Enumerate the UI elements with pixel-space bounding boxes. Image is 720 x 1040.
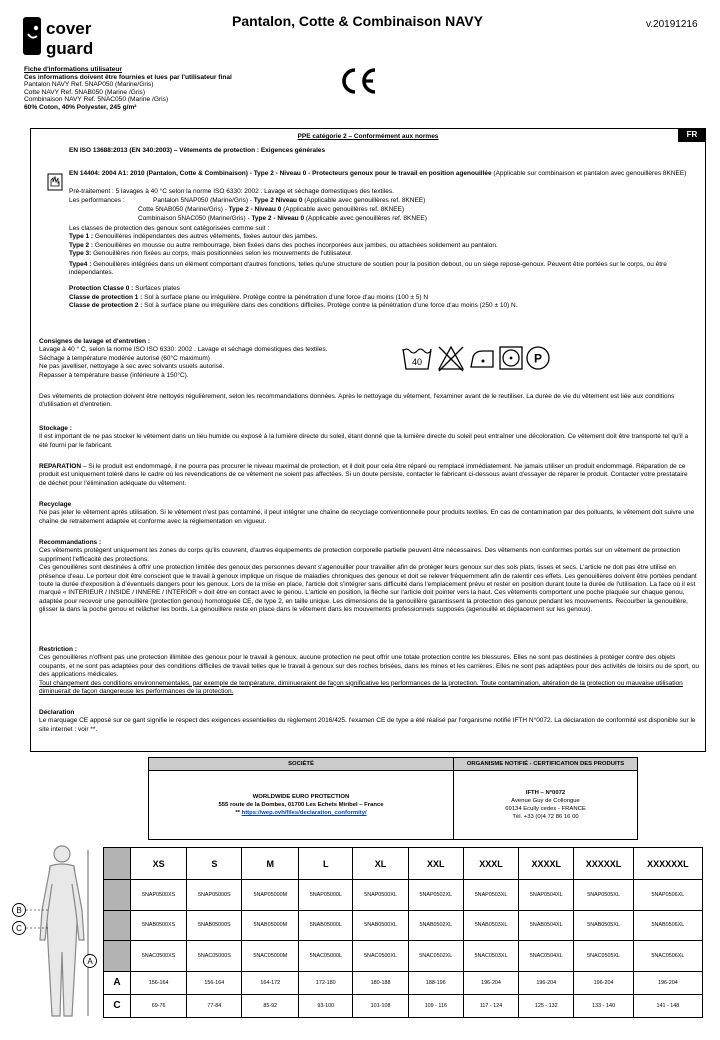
svg-text:cover: cover	[46, 19, 92, 38]
measure-cell: 188-196	[408, 971, 463, 994]
protection-class-0: Protection Classe 0 : Surfaces plates	[69, 285, 180, 293]
user-info-block	[24, 66, 284, 112]
notified-body-cell: IFTH – N°0072 Avenue Guy de Collongue 69134 Ecully cedex - FRANCE Tél. +33 (0)4 72 86 16 00	[454, 771, 638, 840]
ref-cell: 5NAC0500XL	[353, 941, 408, 972]
measure-cell: 196-204	[463, 971, 518, 994]
svg-text:40: 40	[411, 357, 423, 367]
measure-cell: 109 - 116	[408, 994, 463, 1017]
measure-cell: 85-92	[242, 994, 299, 1017]
knee-type-1: Type 1 : Genouillères indépendantes des autres vêtements, fixées autour des jambes.	[69, 233, 318, 241]
measure-cell: 141 - 148	[633, 994, 702, 1017]
ref-cell: 5NAP0500XL	[353, 880, 408, 911]
svg-text:guard: guard	[46, 39, 94, 58]
measure-cell: 101-108	[353, 994, 408, 1017]
size-cell: M	[242, 848, 299, 880]
measure-cell: 133 - 140	[574, 994, 633, 1017]
en340-standard: EN ISO 13688:2013 (EN 340:2003) – Vêtements de protection : Exigences générales	[69, 147, 326, 154]
care-symbols	[401, 343, 553, 373]
no-bleach-icon	[439, 347, 463, 371]
measure-cell: 93-100	[299, 994, 353, 1017]
ref-cell: 5NAC0504XL	[519, 941, 574, 972]
company-cell: WORLDWIDE EURO PROTECTION 555 route de la Dombes, 01700 Les Echets Miribel – France ** https://wep.ovh/files/declaration_conformity/	[149, 771, 454, 840]
ref-cell: 5NAB0502XL	[408, 910, 463, 941]
ref-cell: 5NAC0500XS	[131, 941, 187, 972]
ref-cell: 5NAC0502XL	[408, 941, 463, 972]
fiche-line: Combinaison NAVY Ref. 5NAC050 (Marine /Gris)	[24, 96, 169, 104]
measure-row-a	[104, 971, 703, 994]
ref-cell: 5NAP0502XL	[408, 880, 463, 911]
fiche-subtitle: Ces informations doivent être fournies et lues par l'utilisateur final	[24, 73, 232, 81]
company-header: SOCIÉTÉ	[149, 758, 454, 771]
size-cell: XXXL	[463, 848, 518, 880]
perf-line: Cotte 5NAB050 (Marine/Gris) - Type 2 - Niveau 0 (Applicable avec genouillères ref. 8KNEE)	[138, 206, 405, 213]
knee-type-2: Type 2 : Genouillères en mousse ou autre rembourrage, bien fixées dans des poches incorporées aux jambes, ou attachées solidement au pantalon.	[69, 241, 498, 249]
declaration-link[interactable]: https://wep.ovh/files/declaration_conformity/	[241, 810, 367, 816]
measure-cell: 69-76	[131, 994, 187, 1017]
ref-cell: 5NAC0505XL	[574, 941, 633, 972]
recommendations-block: Recommandations : Ces vêtements protègent uniquement les zones du corps qu'ils couvrent, d'autres équipements de protection corporelle partielle peuvent être nécessaires. Des vêtements non conformes portés sur un vêtement de protection suppriment l'efficacité des protections. Ces genouillères sont destinées à offrir une protection limitée des genoux des personnes devant s'agenouiller pour travailler afin de protéger leurs genoux sur des sols plats, lisses et secs. L'article ne doit pas être utilisé en présence d'eau. Le porteur doit être conscient que le travail à genoux implique un risque de maladies chroniques des genoux et doit se relever fréquemment afin de ralentir ces effets. Les genouillères doivent être portées pendant toute la durée d'exposition à d'éventuels dangers pour les genoux. Lors de la mise en place, l'article doit s'intégrer sans difficulté dans l'emplacement prévu et rester en position durant toute la durée de l'utilisation. La face où il est marqué « INTERIEUR / INSIDE / INNERE / INTERIOR » doit être en contact avec le genou. L'article en position, la flèche sur l'article doit pointer vers la haut. Ces vêtements comportent une poche plaquée sur chaque genou, adaptée pour recevoir une genouillère (protection genou) homologuée CE, de type 2, en taille unique. Les dimensions de la genouillère garantissent la protection des genoux pendant les mouvements. Recourber la genouillère, glisser la dans la poche genou et relâcher les bords. La genouillère reste en place dans le vêtement dans les mouvements professionnels supposés (agenouillé et déplacement sur les genoux).	[39, 539, 697, 614]
svg-text:P: P	[533, 351, 543, 366]
ref-cell: 5NAC0503XL	[463, 941, 518, 972]
ref-cell: 5NAB0503XL	[463, 910, 518, 941]
ref-cell: 5NAP0500XS	[131, 880, 187, 911]
ref-cell: 5NAB0504XL	[519, 910, 574, 941]
fiche-composition: 60% Coton, 40% Polyester, 245 g/m²	[24, 103, 137, 111]
ref-cell: 5NAC05000L	[299, 941, 353, 972]
recycling-block: Recyclage Ne pas jeter le vêtement après utilisation. Si le vêtement n'est pas contaminé, il peut intégrer une chaîne de recyclage conventionnelle pour produits textiles. En cas de contamination par des polluants, le vêtement doit suivre une chaîne de retraitement adaptée et conforme avec la réglementation en vigueur.	[39, 501, 695, 525]
ref-row-cotte	[104, 910, 703, 941]
ref-cell: 5NAB0506XL	[633, 910, 702, 941]
ref-cell: 5NAC05000S	[187, 941, 242, 972]
declaration-block: Déclaration Le marquage CE apposé sur ce gant signifie le respect des exigences essentielles du règlement 2016/425. l'examen CE de type a été réalisé par l'organisme notifié IFTH N°0072. La déclaration de conformité est disponible sur le site internet : voir **.	[39, 709, 696, 733]
measure-cell: 156-164	[131, 971, 187, 994]
ref-cell: 5NAB0500XL	[353, 910, 408, 941]
perf-line: Pantalon 5NAP050 (Marine/Gris) - Type 2 Niveau 0 (Applicable avec genouillères ref. 8KNEE)	[153, 197, 426, 204]
document-title: Pantalon, Cotte & Combinaison NAVY	[232, 13, 483, 29]
measure-cell: 156-164	[187, 971, 242, 994]
figure-label-a: A	[87, 957, 93, 966]
performances-label: Les performances :	[69, 197, 125, 204]
storage-block: Stockage : Il est important de ne pas stocker le vêtement dans un lieu humide ou exposé à la lumière directe du soleil, étant donné que la lumière directe du soleil peut entraîner une décoloration. Ce vêtement doit être transporté tel qu'il a été fourni par le fabricant.	[39, 425, 689, 449]
fiche-title: Fiche d'informations utilisateur	[24, 66, 122, 73]
language-badge: FR	[678, 128, 706, 142]
knee-type-3: Type 3: Genouillères non fixées au corps, mais positionnées selon les mouvements de l'utilisateur.	[69, 250, 353, 258]
size-cell: XXXXXXL	[633, 848, 702, 880]
cleaning-text: Des vêtements de protection doivent être nettoyés régulièrement, selon les recommandations données. Après le nettoyage du vêtement, l'examiner avant de le reutiliser. La durée de vie du vêtement est liée aux conditions d'utilisation et d'entretien.	[39, 393, 675, 409]
ref-cell: 5NAP0503XL	[463, 880, 518, 911]
wash-40-icon	[403, 349, 431, 369]
figure-label-c: C	[16, 924, 22, 933]
measure-cell: 196-204	[633, 971, 702, 994]
tumble-dry-icon	[500, 347, 522, 369]
size-cell: XS	[131, 848, 187, 880]
size-cell: XL	[353, 848, 408, 880]
ref-cell: 5NAB05000S	[187, 910, 242, 941]
size-header-row	[104, 848, 703, 880]
ref-cell: 5NAB0505XL	[574, 910, 633, 941]
body-measurement-figure	[10, 840, 106, 1030]
ref-cell: 5NAP05000S	[187, 880, 242, 911]
size-cell: XXXXXL	[574, 848, 633, 880]
measure-label: C	[104, 994, 131, 1017]
ref-cell: 5NAP05000M	[242, 880, 299, 911]
fiche-line: Cotte NAVY Ref. 5NAB050 (Marine /Gris)	[24, 88, 146, 96]
repair-block: REPARATION – Si le produit est endommagé, il ne pourra pas procurer le niveau maximal de protection, et il doit pour cela être réparé ou remplacé immédiatement. Ne jamais utiliser un produit endommagé. Réparation de ce produit est uniquement toléré dans le cadre où les revendications de ce vêtement ne soient pas affectées. Si un doute persiste, contacter le fabricant ci-dessous avant d'essayer de réparer le produit. Contacter votre prestataire de déchet pour l'élimination adéquate du vêtement.	[39, 463, 688, 487]
measure-label: A	[104, 971, 131, 994]
cover-guard-logo	[22, 14, 104, 58]
iron-low-icon	[471, 351, 493, 367]
certification-table	[148, 757, 638, 840]
size-cell: S	[187, 848, 242, 880]
measure-cell: 125 - 132	[519, 994, 574, 1017]
measure-cell: 117 - 124	[463, 994, 518, 1017]
ref-cell: 5NAB05000L	[299, 910, 353, 941]
measure-cell: 172-180	[299, 971, 353, 994]
ref-cell: 5NAB05000M	[242, 910, 299, 941]
fiche-line: Pantalon NAVY Ref. 5NAP050 (Marine/Gris)	[24, 81, 154, 89]
measure-cell: 196-204	[574, 971, 633, 994]
en14404-standard: EN 14404: 2004 A1: 2010 (Pantalon, Cotte & Combinaison) - Type 2 - Niveau 0 - Protecteurs genoux pour le travail en position agenouillée (Applicable sur combinaison et pantalon avec genouillères 8KNEE)	[69, 170, 687, 177]
measure-cell: 77-84	[187, 994, 242, 1017]
ref-cell: 5NAC05000M	[242, 941, 299, 972]
restriction-block: Restriction : Ces genouillères n'offrent pas une protection illimitée des genoux pour le travail à genoux, aucune protection ne peut offrir une totale protection contre les blessures. Elles ne sont pas destinées à protéger contre des objets coupants, et ne sont pas adaptées pour des conditions difficiles de travail telles que le travail à genoux sur des roches brisées, dans les mines et les carrières. Elles ne sont pas adaptées pour des activités de loisirs ou de sport, ou des applications médicales. Tout changement des conditions environnementales, par exemple de température, diminueraient de façon significative les performances de la protection. Toute contamination, altération de la protection ou mauvaise utilisation diminuerait de façon dangereuse les performances de la protection.	[39, 646, 700, 696]
dry-clean-p-icon	[527, 347, 549, 369]
notified-body-header: ORGANISME NOTIFIÉ - CERTIFICATION DES PRODUITS	[454, 758, 638, 771]
knee-type-4: Type4 : Genouillères intégrées dans un élément comportant d'autres fonctions, telles qu'une structure de soutien pour la position debout, ou un siège repose-genoux. Peuvent être portées sur le corps, ou être indépendantes.	[69, 260, 667, 277]
care-block: Consignes de lavage et d'entretien : Lavage à 40 ° C, selon la norme ISO ISO 6330: 2002 . Lavage et séchage domestiques des textiles. Séchage à température modérée autorisé (60°C maximum) Ne pas javelliser, nettoyage à sec avec solvants usuels autorisé. Repasser à température basse (inférieure à 150°C).	[39, 338, 328, 379]
pretreatment-text: Pré-traitement : 5 lavages à 40 °C selon la norme ISO 6330: 2002 . Lavage et séchage domestiques des textiles.	[69, 188, 394, 195]
ce-mark-icon	[337, 66, 379, 96]
measure-cell: 180-188	[353, 971, 408, 994]
measure-cell: 196-204	[519, 971, 574, 994]
size-cell: L	[299, 848, 353, 880]
ref-cell: 5NAP05000L	[299, 880, 353, 911]
perf-line: Combinaison 5NAC050 (Marine/Gris) - Type 2 - Niveau 0 (Applicable avec genouillères ref. 8KNEE)	[138, 215, 427, 222]
ppe-title: PPE catégorie 2 – Conformément aux normes	[297, 133, 439, 140]
size-cell: XXL	[408, 848, 463, 880]
ref-cell: 5NAP0505XL	[574, 880, 633, 911]
size-cell: XXXXL	[519, 848, 574, 880]
ref-row-combinaison	[104, 941, 703, 972]
ref-row-pantalon	[104, 880, 703, 911]
measure-cell: 164-172	[242, 971, 299, 994]
size-table	[103, 847, 703, 1018]
version-label: v.20191216	[646, 19, 698, 30]
protection-classes-block: Les classes de protection des genoux sont catégorisées comme suit : Type 1 : Genouillères indépendantes des autres vêtements, fixées autour des jambes. Type 2 : Genouillères en mousse ou autre rembourrage, bien fixées dans des poches incorporées aux jambes, ou attachées solidement au pantalon. Type 3: Genouillères non fixées au corps, mais positionnées selon les mouvements de l'utilisateur. Type4 : Genouillères intégrées dans un élément comportant d'autres fonctions, telles qu'une structure de soutien pour la position debout, ou un siège repose-genoux. Peuvent être portées sur le corps, ou être indépendantes. Protection Classe 0 : Surfaces plates Classe de protection 1 : Sol à surface plane ou irrégulière. Protège contre la pénétration d'une force d'au moins (100 ± 5) N Classe de protection 2 : Sol à surface plane ou irrégulière dans des conditions difficiles. Protège contre la pénétration d'une force d'au moins (250 ± 10) N.	[69, 225, 689, 311]
ref-cell: 5NAP0506XL	[633, 880, 702, 911]
ref-cell: 5NAB0500XS	[131, 910, 187, 941]
measure-row-c	[104, 994, 703, 1017]
ref-cell: 5NAC0506XL	[633, 941, 702, 972]
figure-label-b: B	[16, 906, 22, 915]
glove-pictogram-icon	[47, 173, 63, 191]
ref-cell: 5NAP0504XL	[519, 880, 574, 911]
protection-class-1: Classe de protection 1 : Sol à surface plane ou irrégulière. Protège contre la pénétration d'une force d'au moins (100 ± 5) N	[69, 293, 429, 301]
fr-instructions-box	[30, 128, 706, 752]
protection-class-2: Classe de protection 2 : Sol à surface plane ou irrégulière dans des conditions difficiles. Protège contre la pénétration d'une force d'au moins (250 ± 10) N.	[69, 302, 518, 310]
